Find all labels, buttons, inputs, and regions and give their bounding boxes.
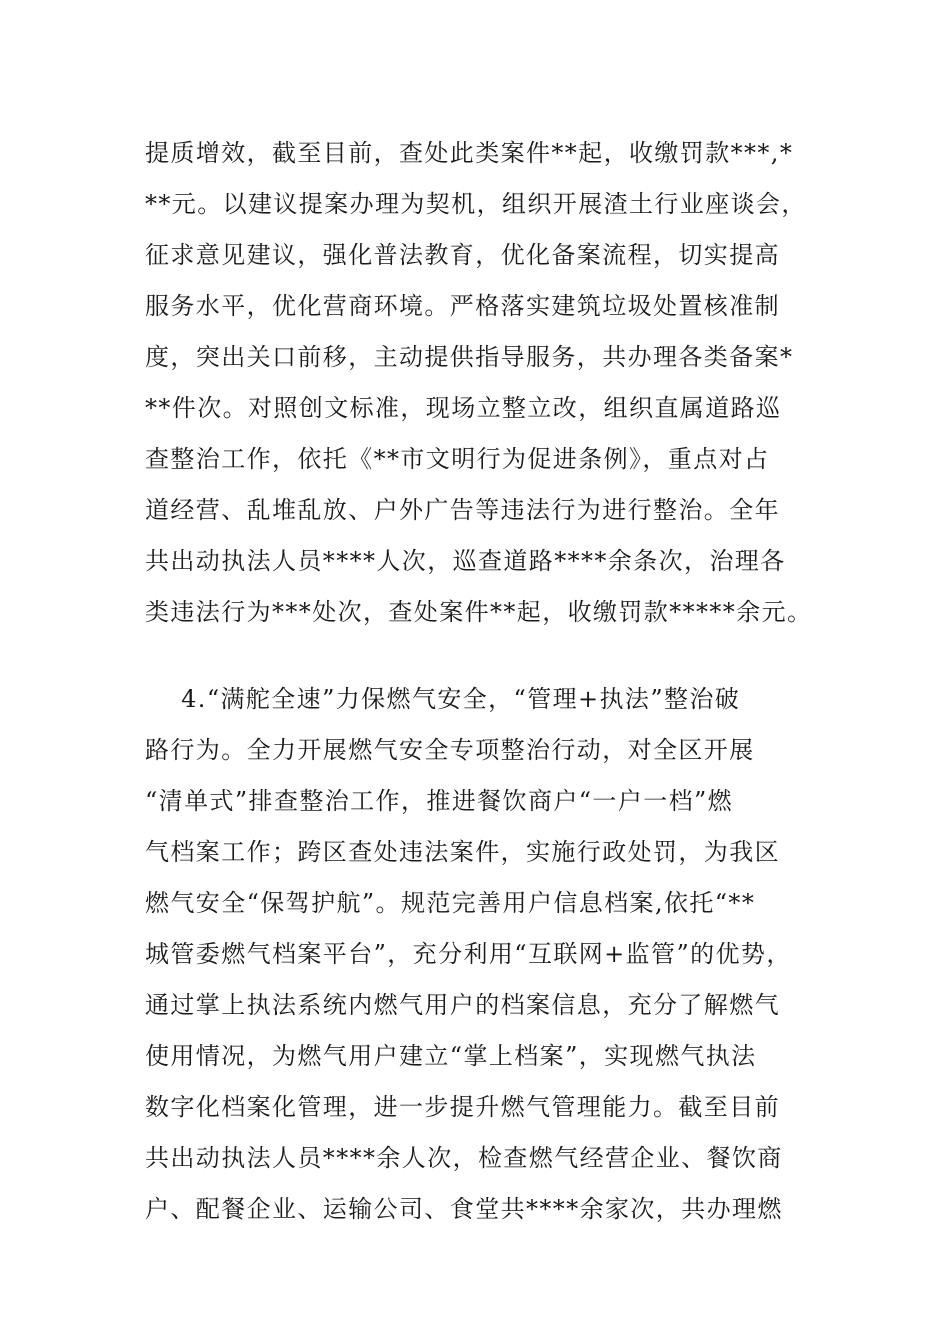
text-line: 度，突出关口前移，主动提供指导服务，共办理各类备案* xyxy=(145,343,794,371)
text-line: 服务水平，优化营商环境。严格落实建筑垃圾处置核准制 xyxy=(145,292,780,320)
text-line: 共出动执法人员****余人次，检查燃气经营企业、餐饮商 xyxy=(145,1144,783,1172)
text-line: 征求意见建议，强化普法教育，优化备案流程，切实提高 xyxy=(145,241,780,269)
paragraph-urban-management xyxy=(145,128,825,638)
text-line: **元。以建议提案办理为契机，组织开展渣土行业座谈会， xyxy=(145,190,807,218)
text-line: 气档案工作；跨区查处违法案件，实施行政处罚，为我区 xyxy=(145,838,780,866)
text-line: 通过掌上执法系统内燃气用户的档案信息，充分了解燃气 xyxy=(145,991,780,1019)
text-line: “清单式”排查整治工作，推进餐饮商户“一户一档”燃 xyxy=(145,787,734,815)
text-line: 提质增效，截至目前，查处此类案件**起，收缴罚款***,* xyxy=(145,139,794,167)
text-line: 使用情况，为燃气用户建立“掌上档案”，实现燃气执法 xyxy=(145,1042,757,1070)
text-line: 路行为。全力开展燃气安全专项整治行动，对全区开展 xyxy=(145,736,755,764)
paragraph-gas-safety xyxy=(145,674,825,1235)
text-line: 道经营、乱堆乱放、户外广告等违法行为进行整治。全年 xyxy=(145,496,780,524)
text-line: 城管委燃气档案平台”，充分利用“互联网+监管”的优势， xyxy=(145,940,792,968)
text-line: 类违法行为***处次，查处案件**起，收缴罚款*****余元。 xyxy=(145,598,813,626)
text-line: 燃气安全“保驾护航”。规范完善用户信息档案,依托“** xyxy=(145,889,756,917)
text-line: 查整治工作，依托《**市文明行为促进条例》，重点对占 xyxy=(145,445,770,473)
text-line: **件次。对照创文标准，现场立整立改，组织直属道路巡 xyxy=(145,394,782,422)
text-line: 共出动执法人员****人次，巡查道路****余条次，治理各 xyxy=(145,547,786,575)
text-line: 4.“满舵全速”力保燃气安全，“管理+执法”整治破 xyxy=(145,685,741,713)
text-line: 数字化档案化管理，进一步提升燃气管理能力。截至目前 xyxy=(145,1093,780,1121)
text-line: 户、配餐企业、运输公司、食堂共****余家次，共办理燃 xyxy=(145,1195,783,1223)
